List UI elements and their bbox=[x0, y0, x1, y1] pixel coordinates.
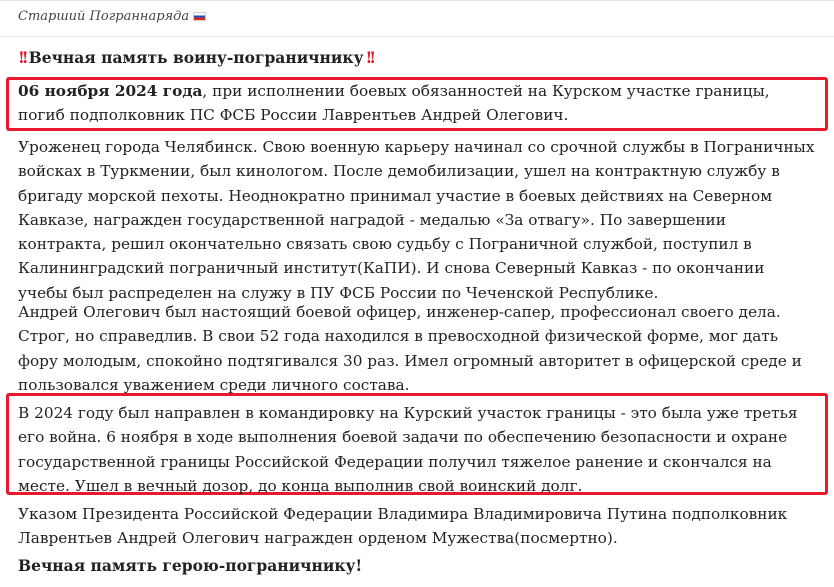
channel-header[interactable] bbox=[18, 9, 206, 24]
paragraph-death-notice bbox=[18, 79, 818, 128]
channel-name[interactable]: Старший Пограннаряда bbox=[18, 9, 190, 24]
heading-text: Вечная память воину-пограничнику bbox=[28, 48, 364, 67]
paragraph-last-mission: В 2024 году был направлен в командировку на Курский участок границы - это была уже третья его война. 6 ноября в ходе выполнения боевой задачи по обеспечению безопасности и охране государственной границы Российской Федерации получил тяжелое ранение и скончался на месте. Ушел в вечный дозор, до конца выполнив свой воинский долг. bbox=[18, 404, 798, 495]
header-divider bbox=[0, 36, 834, 37]
russian-flag-icon bbox=[193, 12, 206, 21]
closing-line: Вечная память герою-пограничнику! bbox=[18, 556, 363, 575]
double-exclamation-icon: !! bbox=[365, 48, 374, 67]
paragraph-award: Указом Президента Российской Федерации Владимира Владимировича Путина подполковник Лаврентьев Андрей Олегович награжден орденом Мужества(посмертно). bbox=[18, 505, 788, 548]
death-date: 06 ноября 2024 года bbox=[18, 82, 203, 100]
double-exclamation-icon: !! bbox=[18, 48, 26, 67]
top-divider bbox=[0, 0, 834, 1]
paragraph-biography: Уроженец города Челябинск. Свою военную карьеру начинал со срочной службы в Пограничных войсках в Туркмении, был кинологом. После демобилизации, ушел на контрактную службу в бригаду морской пехоты. Неоднократно принимал участие в боевых действиях на Северном Кавказе, награжден государственной наградой - медалью «За отвагу». По завершении контракта, решил окончательно связать свою судьбу с Пограничной службой, поступил в Калининградский пограничный институт(КаПИ). И снова Северный Кавказ - по окончании учебы был распределен на служу в ПУ ФСБ России по Чеченской Республике. bbox=[18, 138, 815, 302]
paragraph-character: Андрей Олегович был настоящий боевой офицер, инженер-сапер, профессионал своего дела. Строг, но справедлив. В свои 52 года находился в превосходной физической форме, мог дать фору молодым, спокойно подтягивался 30 раз. Имел огромный авторитет в офицерской среде и пользовался уважением среди личного состава. bbox=[18, 303, 802, 394]
post-heading bbox=[18, 48, 373, 67]
death-notice-text: , при исполнении боевых обязанностей на Курском участке границы, погиб подполковник ПС ФСБ России Лаврентьев Андрей Олегович. bbox=[18, 82, 770, 125]
